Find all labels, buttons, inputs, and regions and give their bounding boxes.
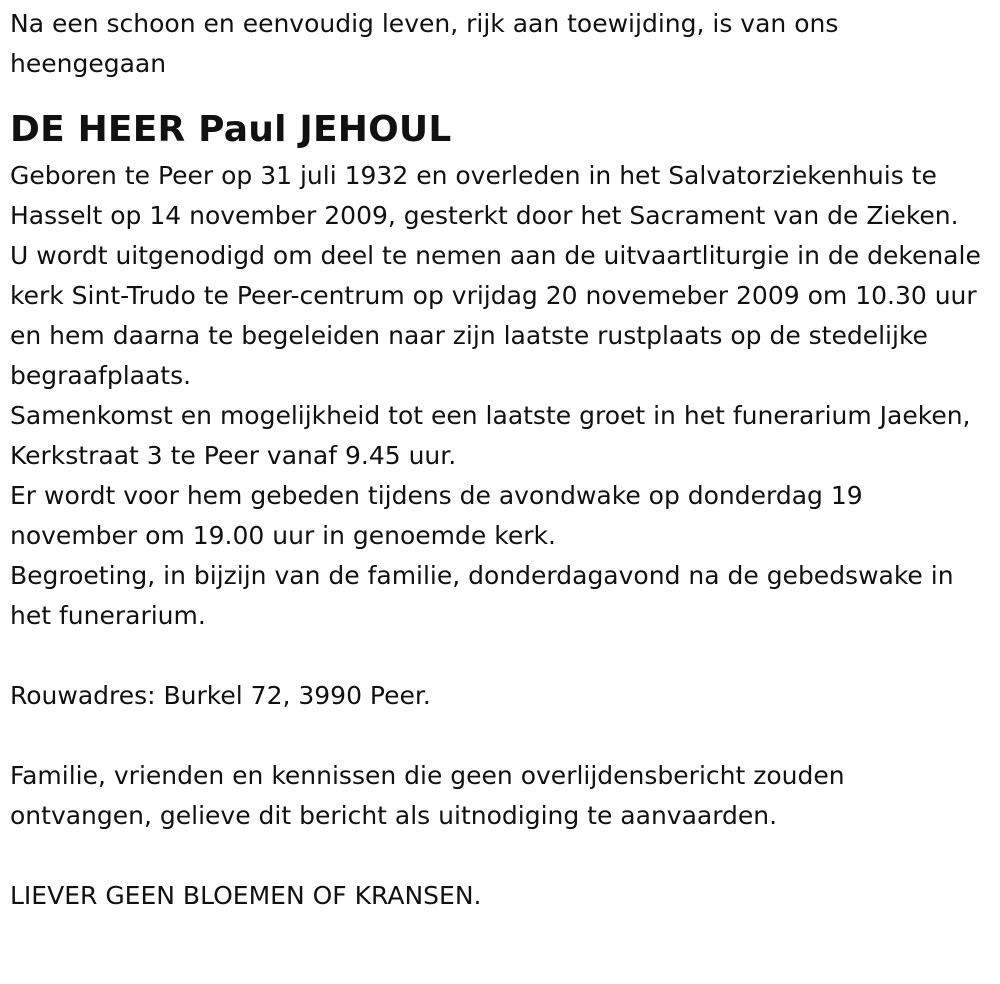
spacer bbox=[10, 636, 992, 676]
deceased-name: DE HEER Paul JEHOUL bbox=[10, 109, 452, 150]
gathering-text: Samenkomst en mogelijkheid tot een laatste groet in het funerarium Jaeken, Kerkstraat 3 te Peer vanaf 9.45 uur. bbox=[10, 401, 971, 470]
mourning-address: Rouwadres: Burkel 72, 3990 Peer. bbox=[10, 681, 431, 710]
birth-death-text: Geboren te Peer op 31 juli 1932 en overleden in het Salvatorziekenhuis te Hasselt op 14 november 2009, gesterkt door het Sacrament van de Zieken. bbox=[10, 161, 959, 230]
intro-text: Na een schoon en eenvoudig leven, rijk aan toewijding, is van ons heengegaan bbox=[10, 9, 839, 78]
spacer bbox=[10, 716, 992, 756]
invitation-text: Familie, vrienden en kennissen die geen overlijdensbericht zouden ontvangen, gelieve dit bericht als uitnodiging te aanvaarden. bbox=[10, 761, 845, 830]
vigil-text: Er wordt voor hem gebeden tijdens de avondwake op donderdag 19 november om 19.00 uur in genoemde kerk. bbox=[10, 481, 863, 550]
spacer bbox=[10, 836, 992, 876]
flowers-request: LIEVER GEEN BLOEMEN OF KRANSEN. bbox=[10, 881, 482, 910]
obituary-notice bbox=[10, 4, 992, 916]
funeral-text: U wordt uitgenodigd om deel te nemen aan de uitvaartliturgie in de dekenale kerk Sint-Trudo te Peer-centrum op vrijdag 20 novemeber 2009 om 10.30 uur en hem daarna te begeleiden naar zijn laatste rustplaats op de stedelijke begraafplaats. bbox=[10, 241, 981, 390]
condolences-text: Begroeting, in bijzijn van de familie, donderdagavond na de gebedswake in het funerarium. bbox=[10, 561, 954, 630]
